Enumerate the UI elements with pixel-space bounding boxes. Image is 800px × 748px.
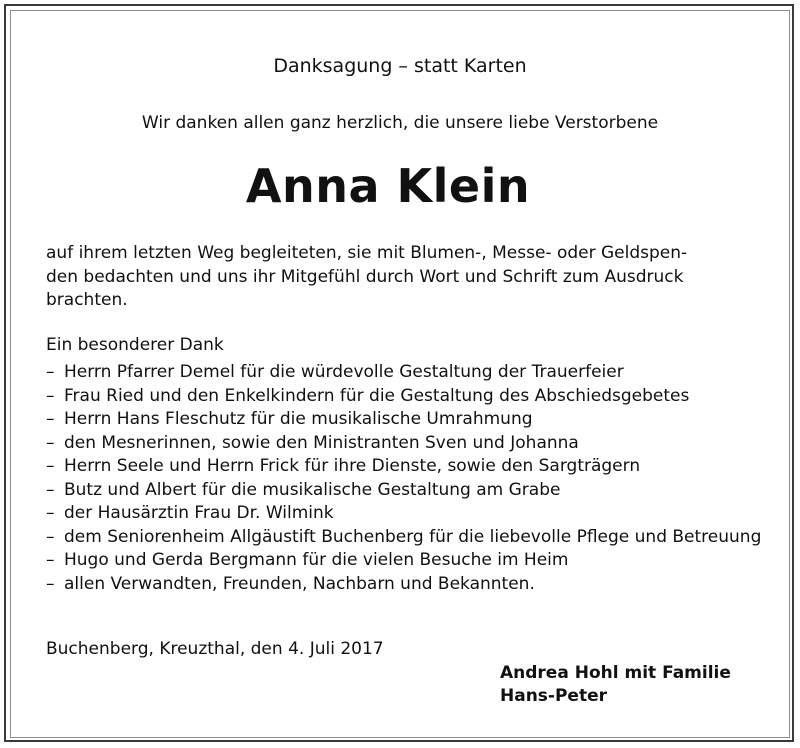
list-item-text: Frau Ried und den Enkelkindern für die Gestaltung des Abschiedsgebetes bbox=[64, 385, 690, 406]
body-line: brachten. bbox=[46, 290, 128, 310]
list-item-text: Herrn Seele und Herrn Frick für ihre Dienste, sowie den Sargträgern bbox=[64, 456, 641, 476]
dash-bullet: – bbox=[46, 526, 55, 547]
list-item bbox=[46, 573, 766, 597]
list-item bbox=[46, 455, 766, 479]
dash-bullet: – bbox=[46, 479, 55, 500]
dash-bullet: – bbox=[46, 456, 55, 476]
dash-bullet: – bbox=[46, 503, 55, 523]
list-item bbox=[46, 432, 766, 456]
list-item bbox=[46, 502, 766, 526]
dash-bullet: – bbox=[46, 432, 55, 453]
dash-bullet: – bbox=[46, 385, 55, 406]
intro-text: Wir danken allen ganz herzlich, die unsere liebe Verstorbene bbox=[141, 113, 659, 133]
list-item bbox=[46, 361, 766, 385]
deceased-name: Anna Klein bbox=[245, 159, 531, 213]
signature-line: Hans-Peter bbox=[500, 686, 608, 706]
list-item-text: allen Verwandten, Freunden, Nachbarn und Bekannten. bbox=[64, 573, 535, 594]
body-line: auf ihrem letzten Weg begleiteten, sie mit Blumen-, Messe- oder Geldspen- bbox=[46, 243, 688, 263]
list-item bbox=[46, 526, 766, 550]
list-item-text: den Mesnerinnen, sowie den Ministranten Sven und Johanna bbox=[64, 432, 579, 453]
dash-bullet: – bbox=[46, 409, 55, 429]
list-item-text: Herrn Hans Fleschutz für die musikalische Umrahmung bbox=[64, 409, 533, 429]
list-item-text: der Hausärztin Frau Dr. Wilmink bbox=[64, 503, 334, 523]
list-item bbox=[46, 549, 766, 573]
list-item bbox=[46, 385, 766, 409]
list-item-text: Herrn Pfarrer Demel für die würdevolle Gestaltung der Trauerfeier bbox=[64, 362, 624, 382]
signature-line: Andrea Hohl mit Familie bbox=[500, 663, 731, 683]
thanks-list bbox=[46, 361, 766, 596]
list-item bbox=[46, 479, 766, 503]
thanks-intro: Ein besonderer Dank bbox=[46, 335, 224, 355]
heading: Danksagung – statt Karten bbox=[273, 55, 527, 77]
list-item-text: Hugo und Gerda Bergmann für die vielen Besuche im Heim bbox=[64, 550, 569, 570]
body-line: den bedachten und uns ihr Mitgefühl durch Wort und Schrift zum Ausdruck bbox=[46, 266, 684, 287]
dash-bullet: – bbox=[46, 362, 55, 382]
place-date: Buchenberg, Kreuzthal, den 4. Juli 2017 bbox=[46, 639, 384, 659]
body-paragraph bbox=[46, 242, 756, 313]
dash-bullet: – bbox=[46, 550, 55, 570]
dash-bullet: – bbox=[46, 573, 55, 594]
signature bbox=[500, 662, 780, 708]
list-item bbox=[46, 408, 766, 432]
list-item-text: dem Seniorenheim Allgäustift Buchenberg für die liebevolle Pflege und Betreuung bbox=[64, 526, 762, 547]
list-item-text: Butz und Albert für die musikalische Gestaltung am Grabe bbox=[64, 479, 561, 500]
